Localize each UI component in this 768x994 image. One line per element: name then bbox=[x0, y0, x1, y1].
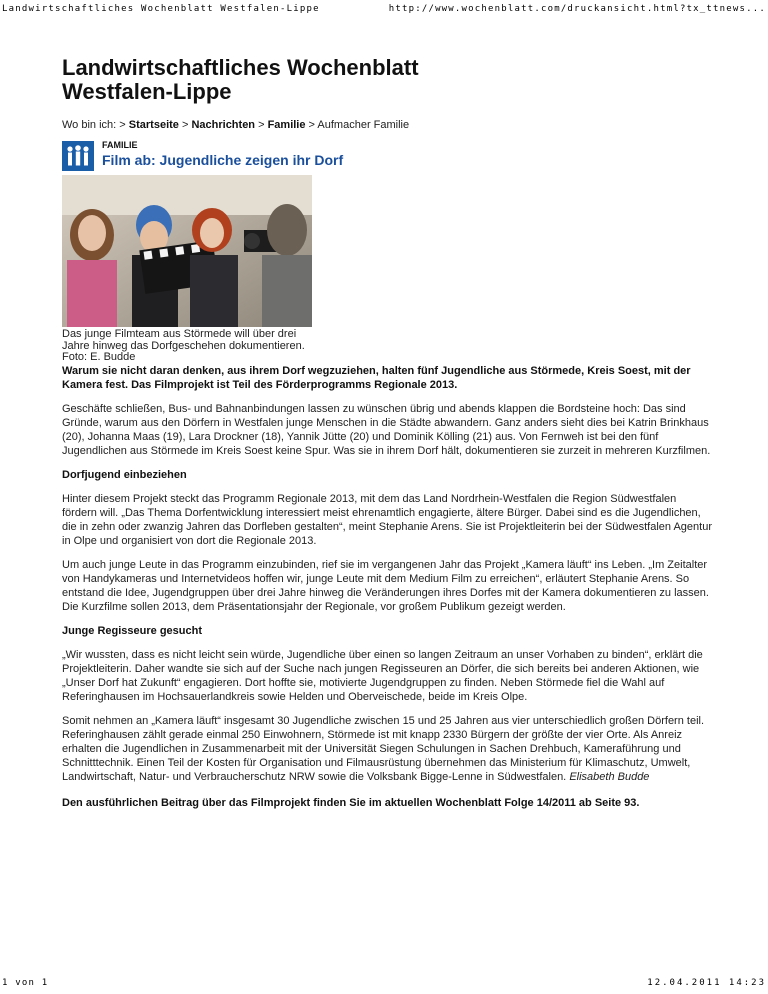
breadcrumb-familie[interactable]: Familie bbox=[267, 119, 306, 131]
breadcrumb-nachrichten[interactable]: Nachrichten bbox=[191, 119, 256, 131]
site-title bbox=[62, 56, 712, 104]
paragraph-5 bbox=[62, 714, 712, 784]
closing-note: Den ausführlichen Beitrag über das Filmprojekt finden Sie im aktuellen Wochenblatt Folge 14/2011 ab Seite 93. bbox=[62, 796, 640, 809]
print-header-title: Landwirtschaftliches Wochenblatt Westfalen-Lippe bbox=[2, 4, 320, 14]
print-header bbox=[0, 4, 768, 18]
article-photo bbox=[62, 175, 312, 327]
family-logo-icon bbox=[62, 141, 94, 171]
breadcrumb-prefix: Wo bin ich: > bbox=[62, 119, 126, 131]
breadcrumb-startseite[interactable]: Startseite bbox=[128, 119, 179, 131]
print-footer-date: 12.04.2011 14:23 bbox=[647, 978, 766, 988]
breadcrumb: Wo bin ich: > Startseite > Nachrichten > Familie > Aufmacher Familie bbox=[62, 119, 410, 131]
site-title-line2: Westfalen-Lippe bbox=[62, 79, 232, 104]
print-header-url: http://www.wochenblatt.com/druckansicht.html?tx_ttnews... bbox=[388, 4, 766, 14]
subheading-regisseure: Junge Regisseure gesucht bbox=[62, 624, 202, 637]
paragraph-1: Geschäfte schließen, Bus- und Bahnanbindungen lassen zu wünschen übrig und abends klappen die Bordsteine hoch: Das sind Gründe, warum aus den Dörfern in Westfalen junge Menschen in die Städte abwandern. Ganz anders sieht dies bei Katrin Brinkhaus (20), Johanna Maas (19), Lara Drockner (18), Yannik Jütte (20) und Dominik Kölling (21) aus. Von Fernweh ist bei den fünf Jugendlichen aus Störmede im Kreis Soest keine Spur. Was sie in ihrem Dorf hält, dokumentieren sie zurzeit in mehreren Kurzfilmen. bbox=[62, 402, 711, 457]
article-lead: Warum sie nicht daran denken, aus ihrem Dorf wegzuziehen, halten fünf Jugendliche aus Störmede, Kreis Soest, mit der Kamera fest. Das Filmprojekt ist Teil des Förderprogramms Regionale 2013. bbox=[62, 364, 691, 391]
article-header bbox=[62, 140, 712, 171]
paragraph-4: „Wir wussten, dass es nicht leicht sein würde, Jugendliche über einen so langen Zeitraum an unser Vorhaben zu binden“, erklärt die Projektleiterin. Daher wandte sie sich auf der Suche nach jungen Regisseuren an Dörfer, die sich bereits bei anderen Aktionen, wie „Unser Dorf hat Zukunft“ engagieren. Dort hoffte sie, motivierte Jugendgruppen zu finden. Neben Störmede fiel die Wahl auf Referinghausen im Hochsauerlandkreis sowie Helden und Oberveischede, beide im Kreis Olpe. bbox=[62, 648, 703, 703]
print-footer-page: 1 von 1 bbox=[2, 978, 49, 988]
print-footer bbox=[0, 978, 768, 992]
subheading-dorfjugend: Dorfjugend einbeziehen bbox=[62, 468, 187, 481]
photo-caption: Das junge Filmteam aus Störmede will über drei Jahre hinweg das Dorfgeschehen dokumentieren. Foto: E. Budde bbox=[62, 328, 305, 363]
paragraph-3: Um auch junge Leute in das Programm einzubinden, rief sie im vergangenen Jahr das Projekt „Kamera läuft“ ins Leben. „Im Zeitalter von Handykameras und Internetvideos hoffen wir, junge Leute mit dem Medium Film zu erreichen“, erläutert Stephanie Arens. So entstand die Idee, Jugendgruppen über drei Jahre hinweg die Veränderungen ihres Dorfes mit der Kamera dokumentieren zu lassen. Die Kurzfilme sollen 2013, dem Präsentationsjahr der Regionale, vor großem Publikum gezeigt werden. bbox=[62, 558, 709, 613]
breadcrumb-current: Aufmacher Familie bbox=[317, 119, 410, 131]
paragraph-5-text: Somit nehmen an „Kamera läuft“ insgesamt 30 Jugendliche zwischen 15 und 25 Jahren aus vier unterschiedlich großen Dörfern teil. Referinghausen zählt gerade einmal 250 Einwohnern, Störmede ist mit knapp 2330 Bürgern der größte der vier Orte. Als Anreiz erhalten die Jugendlichen in Zusammenarbeit mit der Universität Siegen Schulungen in Sachen Drehbuch, Kameraführung und Schnitttechnik. Einen Teil der Kosten für Organisation und Filmausrüstung übernehmen das Ministerium für Klimaschutz, Umwelt, Landwirtschaft, Natur- und Verbraucherschutz NRW sowie die Volksbank Bigge-Lenne in Südwestfalen. bbox=[62, 714, 705, 783]
author-name: Elisabeth Budde bbox=[569, 770, 650, 783]
article-page bbox=[62, 56, 712, 810]
site-title-line1: Landwirtschaftliches Wochenblatt bbox=[62, 55, 419, 80]
paragraph-2: Hinter diesem Projekt steckt das Programm Regionale 2013, mit dem das Land Nordrhein-Westfalen die Region Südwestfalen fördern will. „Das Thema Dorfentwicklung interessiert meist ehrenamtlich engagierte, ältere Bürger. Dabei sind es die Jugendlichen, die in zehn oder zwanzig Jahren das Dorfleben gestalten“, meint Stephanie Arens. Sie ist Projektleiterin bei der Südwestfalen Agentur in Olpe und organisiert von dort die Regionale 2013. bbox=[62, 492, 712, 547]
category-label: FAMILIE bbox=[102, 140, 138, 150]
article-headline: Film ab: Jugendliche zeigen ihr Dorf bbox=[102, 152, 344, 168]
